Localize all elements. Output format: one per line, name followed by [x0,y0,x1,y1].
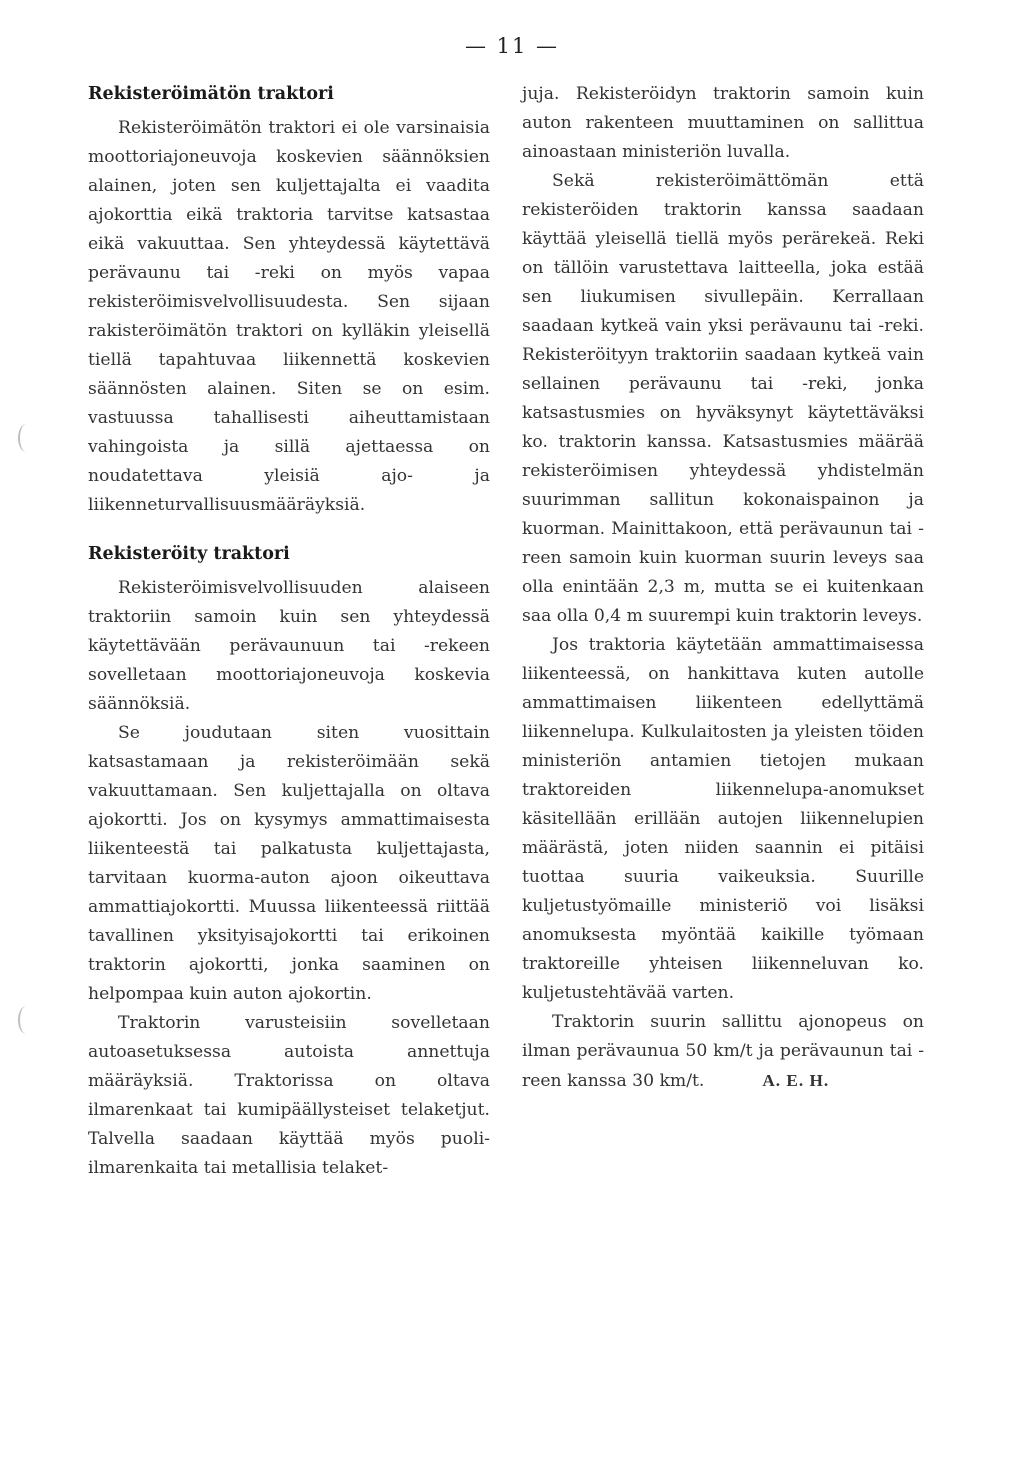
author-signature: A. E. H. [762,1071,830,1090]
paragraph: Traktorin varusteisiin sovelletaan autoasetuksessa autoista annettuja määräyksiä. Traktorissa on oltava ilmarenkaat tai kumipäällysteiset telaketjut. Talvella saadaan käyttää myös puoli-ilmarenkaita tai metallisia telaket- [88,1013,490,1178]
page-number: — 11 — [464,34,560,58]
final-text: Traktorin suurin sallittu ajonopeus on ilman perävaunua 50 km/t ja perävaunun tai -reen kanssa 30 km/t. [522,1012,924,1091]
paragraph: juja. Rekisteröidyn traktorin samoin kuin auton rakenteen muuttaminen on sallittua ainoastaan ministeriön luvalla. [522,84,924,162]
left-column [88,80,490,1183]
margin-mark [18,424,34,452]
section-heading-registered: Rekisteröity traktori [88,544,290,564]
paragraph-final [522,1008,924,1096]
margin-mark [18,1006,34,1034]
right-column [522,80,924,1096]
paragraph: Rekisteröimätön traktori ei ole varsinaisia moottoriajoneuvoja koskevien säännöksien alainen, joten sen kuljettajalta ei vaadita ajokorttia eikä traktoria tarvitse katsastaa eikä vakuuttaa. Sen yhteydessä käytettävä perävaunu tai -reki on myös vapaa rekisteröimisvelvollisuudesta. Sen sijaan rakisteröimätön traktori on kylläkin yleisellä tiellä tapahtuvaa liikennettä koskevien säännösten alainen. Siten se on esim. vastuussa tahallisesti aiheuttamistaan vahingoista ja sillä ajettaessa on noudatettava yleisiä ajo- ja liikenneturvallisuusmääräyksiä. [88,118,490,515]
paragraph: Rekisteröimisvelvollisuuden alaiseen traktoriin samoin kuin sen yhteydessä käytettävään perävaunuun tai -rekeen sovelletaan moottoriajoneuvoja koskevia säännöksiä. [88,578,490,714]
section-heading-unregistered: Rekisteröimätön traktori [88,84,334,104]
paragraph: Se joudutaan siten vuosittain katsastamaan ja rekisteröimään sekä vakuuttamaan. Sen kuljettajalla on oltava ajokortti. Jos on kysymys ammattimaisesta liikenteestä tai palkatusta kuljettajasta, tarvitaan kuorma-auton ajoon oikeuttava ammattiajokortti. Muussa liikenteessä riittää tavallinen yksityisajokortti tai erikoinen traktorin ajokortti, jonka saaminen on helpompaa kuin auton ajokortin. [88,723,490,1004]
paragraph: Sekä rekisteröimättömän että rekisteröiden traktorin kanssa saadaan käyttää yleisellä tiellä myös perärekeä. Reki on tällöin varustettava laitteella, joka estää sen liukumisen sivullepäin. Kerrallaan saadaan kytkeä vain yksi perävaunu tai -reki. Rekisteröityyn traktoriin saadaan kytkeä vain sellainen perävaunu tai -reki, jonka katsastusmies on hyväksynyt käytettäväksi ko. traktorin kanssa. Katsastusmies määrää rekisteröimisen yhteydessä yhdistelmän suurimman sallitun kokonaispainon ja kuorman. Mainittakoon, että perävaunun tai -reen samoin kuin kuorman suurin leveys saa olla enintään 2,3 m, mutta se ei kuitenkaan saa olla 0,4 m suurempi kuin traktorin leveys. [522,171,924,626]
paragraph: Jos traktoria käytetään ammattimaisessa liikenteessä, on hankittava kuten autolle ammattimaisen liikenteen edellyttämä liikennelupa. Kulkulaitosten ja yleisten töiden ministeriön antamien tietojen mukaan traktoreiden liikennelupa-anomukset käsitellään erillään autojen liikennelupien määrästä, joten niiden saannin ei pitäisi tuottaa suuria vaikeuksia. Suurille kuljetustyömaille ministeriö voi lisäksi anomuksesta myöntää kaikille työmaan traktoreille yhteisen liikenneluvan ko. kuljetustehtävää varten. [522,635,924,1003]
